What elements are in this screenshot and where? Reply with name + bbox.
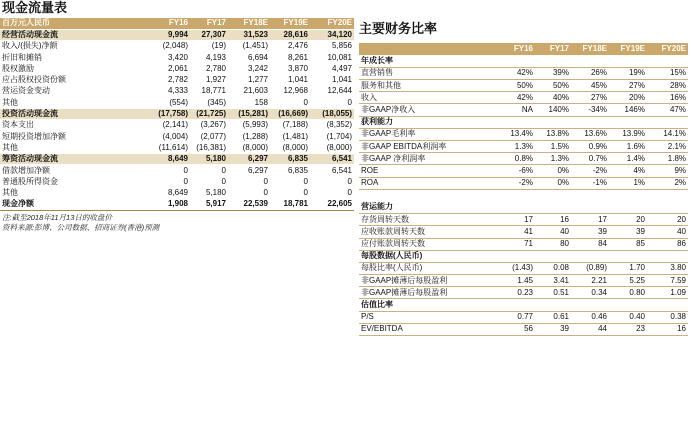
row-value: 0.7% bbox=[571, 153, 609, 165]
row-value: 2,061 bbox=[148, 63, 190, 74]
row-value bbox=[499, 250, 535, 262]
row-label: 现金净额 bbox=[0, 199, 148, 210]
row-value: 6,835 bbox=[270, 154, 310, 165]
row-value: (15,281) bbox=[228, 108, 270, 119]
row-value bbox=[647, 189, 688, 201]
table-row bbox=[359, 55, 688, 67]
row-value: 0.9% bbox=[571, 141, 609, 153]
ratios-title: 主要财务比率 bbox=[359, 22, 438, 37]
row-value: 1.3% bbox=[535, 153, 571, 165]
row-label: 其他 bbox=[0, 97, 148, 108]
row-value: 2.21 bbox=[571, 275, 609, 287]
row-value: 0.80 bbox=[609, 287, 647, 299]
row-value: (2,141) bbox=[148, 120, 190, 131]
table-row bbox=[359, 104, 688, 116]
row-label: 估值比率 bbox=[359, 299, 499, 311]
row-label: 借款增加净额 bbox=[0, 165, 148, 176]
row-value: (16,669) bbox=[270, 108, 310, 119]
row-value: 85 bbox=[609, 238, 647, 250]
row-value bbox=[499, 201, 535, 213]
row-label: ROA bbox=[359, 177, 499, 189]
row-label: 应付账款周转天数 bbox=[359, 238, 499, 250]
row-value: 1.09 bbox=[647, 287, 688, 299]
row-value: 5.25 bbox=[609, 275, 647, 287]
row-value: 50% bbox=[499, 80, 535, 92]
row-value: 80 bbox=[535, 238, 571, 250]
row-value bbox=[571, 250, 609, 262]
row-value: 8,261 bbox=[270, 52, 310, 63]
table-row bbox=[359, 287, 688, 299]
row-value bbox=[647, 55, 688, 67]
row-value: 41 bbox=[499, 226, 535, 238]
row-value: 4,333 bbox=[148, 86, 190, 97]
row-value bbox=[535, 55, 571, 67]
note-line: 资料来源:彭博、公司数据、招商证券(香港)预测 bbox=[2, 222, 160, 232]
row-value: 13.9% bbox=[609, 128, 647, 140]
row-value: (3,267) bbox=[190, 120, 228, 131]
row-value: 1,927 bbox=[190, 74, 228, 85]
row-value bbox=[535, 116, 571, 128]
table-row bbox=[0, 199, 354, 210]
table-row bbox=[0, 187, 354, 198]
table-row bbox=[359, 311, 688, 323]
row-value bbox=[535, 250, 571, 262]
row-value: 42% bbox=[499, 67, 535, 79]
table-row bbox=[0, 165, 354, 176]
row-value: 26% bbox=[571, 67, 609, 79]
row-value: (8,000) bbox=[228, 142, 270, 153]
row-label: 获利能力 bbox=[359, 116, 499, 128]
row-value bbox=[647, 250, 688, 262]
row-value: 3,420 bbox=[148, 52, 190, 63]
row-value: 1,277 bbox=[228, 74, 270, 85]
row-label: 每股数据(人民币) bbox=[359, 250, 499, 262]
table-row bbox=[359, 177, 688, 189]
row-value: 2,476 bbox=[270, 41, 310, 52]
row-value: 13.8% bbox=[535, 128, 571, 140]
row-value: 22,539 bbox=[228, 199, 270, 210]
row-value: 39% bbox=[535, 67, 571, 79]
row-value: 0.40 bbox=[609, 311, 647, 323]
cashflow-notes bbox=[2, 213, 159, 232]
row-label: ROE bbox=[359, 165, 499, 177]
row-value: 0.08 bbox=[535, 262, 571, 274]
row-value: 28,616 bbox=[270, 29, 310, 40]
row-value: 20 bbox=[609, 214, 647, 226]
row-value: (19) bbox=[190, 41, 228, 52]
row-label: 直营销售 bbox=[359, 67, 499, 79]
row-value: 56 bbox=[499, 323, 535, 335]
row-value: 1.5% bbox=[535, 141, 571, 153]
row-value: (1,481) bbox=[270, 131, 310, 142]
row-value: NA bbox=[499, 104, 535, 116]
row-value bbox=[535, 189, 571, 201]
row-value bbox=[571, 116, 609, 128]
row-value: 13.6% bbox=[571, 128, 609, 140]
header-year-cell: FY20E bbox=[647, 43, 688, 55]
ratios-table bbox=[359, 43, 688, 336]
row-value: 0 bbox=[270, 187, 310, 198]
row-value: 13.4% bbox=[499, 128, 535, 140]
table-row bbox=[0, 142, 354, 153]
table-row bbox=[359, 275, 688, 287]
header-year-cell: FY16 bbox=[148, 18, 190, 29]
row-value: 16 bbox=[647, 323, 688, 335]
table-row bbox=[359, 262, 688, 274]
table-row bbox=[359, 67, 688, 79]
table-row bbox=[359, 323, 688, 335]
row-value: (2,077) bbox=[190, 131, 228, 142]
row-value: 14.1% bbox=[647, 128, 688, 140]
row-label: 收入/(损失)净额 bbox=[0, 41, 148, 52]
row-value bbox=[571, 201, 609, 213]
header-year-cell: FY19E bbox=[609, 43, 647, 55]
row-value: 0 bbox=[190, 176, 228, 187]
table-row bbox=[359, 141, 688, 153]
header-year-cell: FY16 bbox=[499, 43, 535, 55]
table-row bbox=[359, 153, 688, 165]
table-row bbox=[359, 238, 688, 250]
row-value: (1.43) bbox=[499, 262, 535, 274]
row-value: 2.1% bbox=[647, 141, 688, 153]
row-value: 10,081 bbox=[310, 52, 354, 63]
row-value: 39 bbox=[571, 226, 609, 238]
table-row bbox=[359, 80, 688, 92]
row-value: 0.77 bbox=[499, 311, 535, 323]
row-value: 1.3% bbox=[499, 141, 535, 153]
table-row bbox=[0, 154, 354, 165]
row-label: 股权激励 bbox=[0, 63, 148, 74]
row-value: 0% bbox=[535, 165, 571, 177]
row-value: 21,603 bbox=[228, 86, 270, 97]
row-label: 筹资活动现金流 bbox=[0, 154, 148, 165]
row-value: 6,694 bbox=[228, 52, 270, 63]
row-label: 其他 bbox=[0, 142, 148, 153]
table-row bbox=[0, 131, 354, 142]
row-value bbox=[499, 116, 535, 128]
row-value bbox=[499, 299, 535, 311]
row-value: 1.70 bbox=[609, 262, 647, 274]
row-value: 17 bbox=[499, 214, 535, 226]
row-value bbox=[647, 299, 688, 311]
row-value: 0 bbox=[228, 187, 270, 198]
row-label: 营运资金变动 bbox=[0, 86, 148, 97]
row-value: 0.51 bbox=[535, 287, 571, 299]
row-value: 34,120 bbox=[310, 29, 354, 40]
row-value: 0.61 bbox=[535, 311, 571, 323]
row-value: 0 bbox=[310, 176, 354, 187]
row-value: 45% bbox=[571, 80, 609, 92]
row-value bbox=[535, 201, 571, 213]
row-label: 非GAAP EBITDA利润率 bbox=[359, 141, 499, 153]
table-row bbox=[0, 74, 354, 85]
row-value: 0.34 bbox=[571, 287, 609, 299]
row-value: 0% bbox=[535, 177, 571, 189]
row-label: 折旧和摊销 bbox=[0, 52, 148, 63]
row-value bbox=[609, 201, 647, 213]
row-value: -2% bbox=[571, 165, 609, 177]
row-value: 1.45 bbox=[499, 275, 535, 287]
row-value: 9% bbox=[647, 165, 688, 177]
row-value: 2,782 bbox=[148, 74, 190, 85]
row-label: 短期投资增加净额 bbox=[0, 131, 148, 142]
row-label: 每股比率(人民币) bbox=[359, 262, 499, 274]
row-value: 15% bbox=[647, 67, 688, 79]
row-value bbox=[571, 189, 609, 201]
row-value: (11,614) bbox=[148, 142, 190, 153]
cashflow-table bbox=[0, 18, 354, 211]
row-value: (1,288) bbox=[228, 131, 270, 142]
row-value: (1,704) bbox=[310, 131, 354, 142]
row-value: 1% bbox=[609, 177, 647, 189]
row-value: -34% bbox=[571, 104, 609, 116]
row-value bbox=[647, 116, 688, 128]
row-label: 普通股所得资金 bbox=[0, 176, 148, 187]
row-value: 8,649 bbox=[148, 187, 190, 198]
row-value: 12,968 bbox=[270, 86, 310, 97]
row-value bbox=[571, 55, 609, 67]
row-value: 1.6% bbox=[609, 141, 647, 153]
row-value: 17 bbox=[571, 214, 609, 226]
header-row bbox=[0, 18, 354, 29]
row-value: 3.80 bbox=[647, 262, 688, 274]
header-label-cell bbox=[359, 43, 499, 55]
row-value: 2% bbox=[647, 177, 688, 189]
row-value: 4,497 bbox=[310, 63, 354, 74]
row-value: 9,994 bbox=[148, 29, 190, 40]
row-value: 40 bbox=[647, 226, 688, 238]
row-value: 16% bbox=[647, 92, 688, 104]
row-value: 27% bbox=[571, 92, 609, 104]
row-label: 非GAAP净收入 bbox=[359, 104, 499, 116]
row-value: (8,000) bbox=[310, 142, 354, 153]
row-value: (16,381) bbox=[190, 142, 228, 153]
row-value bbox=[499, 55, 535, 67]
row-value: 0 bbox=[310, 97, 354, 108]
row-value: -1% bbox=[571, 177, 609, 189]
row-value: 5,180 bbox=[190, 187, 228, 198]
table-row bbox=[359, 116, 688, 128]
row-value: 0.8% bbox=[499, 153, 535, 165]
row-value bbox=[571, 299, 609, 311]
row-value: (2,048) bbox=[148, 41, 190, 52]
row-value: (4,004) bbox=[148, 131, 190, 142]
row-value: 0 bbox=[148, 176, 190, 187]
row-value: 1,041 bbox=[310, 74, 354, 85]
row-value: 0 bbox=[270, 176, 310, 187]
row-value: (8,352) bbox=[310, 120, 354, 131]
row-value: -6% bbox=[499, 165, 535, 177]
row-value: 39 bbox=[609, 226, 647, 238]
table-row bbox=[359, 128, 688, 140]
row-label: 非GAAP摊薄后每股盈利 bbox=[359, 287, 499, 299]
table-row bbox=[0, 63, 354, 74]
header-year-cell: FY17 bbox=[535, 43, 571, 55]
row-value: 2,780 bbox=[190, 63, 228, 74]
row-label: 年成长率 bbox=[359, 55, 499, 67]
row-value: 86 bbox=[647, 238, 688, 250]
header-year-cell: FY18E bbox=[228, 18, 270, 29]
row-value: (18,055) bbox=[310, 108, 354, 119]
table-row bbox=[0, 52, 354, 63]
table-row bbox=[359, 189, 688, 201]
row-value: 6,297 bbox=[228, 154, 270, 165]
row-label: 非GAAP 净利润率 bbox=[359, 153, 499, 165]
row-label: 非GAAP摊薄后每股盈利 bbox=[359, 275, 499, 287]
row-value: 39 bbox=[535, 323, 571, 335]
row-value: 0.46 bbox=[571, 311, 609, 323]
row-value: 19% bbox=[609, 67, 647, 79]
row-value: (554) bbox=[148, 97, 190, 108]
row-value: (345) bbox=[190, 97, 228, 108]
table-row bbox=[0, 120, 354, 131]
row-label: 存货周转天数 bbox=[359, 214, 499, 226]
row-value: 12,644 bbox=[310, 86, 354, 97]
row-value: 50% bbox=[535, 80, 571, 92]
row-value: 3,870 bbox=[270, 63, 310, 74]
row-value: (0.89) bbox=[571, 262, 609, 274]
cashflow-panel bbox=[0, 0, 354, 232]
row-label: 经营活动现金流 bbox=[0, 29, 148, 40]
row-value: (7,188) bbox=[270, 120, 310, 131]
row-value: 71 bbox=[499, 238, 535, 250]
row-value: 1.8% bbox=[647, 153, 688, 165]
table-row bbox=[0, 97, 354, 108]
header-row bbox=[359, 43, 688, 55]
table-row bbox=[0, 108, 354, 119]
row-value: 47% bbox=[647, 104, 688, 116]
table-row bbox=[359, 201, 688, 213]
table-row bbox=[0, 176, 354, 187]
table-row bbox=[0, 86, 354, 97]
table-row bbox=[359, 92, 688, 104]
row-label: 服务和其他 bbox=[359, 80, 499, 92]
row-value: 18,781 bbox=[270, 199, 310, 210]
row-value: (17,758) bbox=[148, 108, 190, 119]
row-value bbox=[609, 250, 647, 262]
row-value: 16 bbox=[535, 214, 571, 226]
row-label: 其他 bbox=[0, 187, 148, 198]
row-label: EV/EBITDA bbox=[359, 323, 499, 335]
row-value: 5,917 bbox=[190, 199, 228, 210]
row-value: (1,451) bbox=[228, 41, 270, 52]
row-label: 营运能力 bbox=[359, 201, 499, 213]
row-value: 20% bbox=[609, 92, 647, 104]
header-label-cell: 百万元人民币 bbox=[0, 18, 148, 29]
row-value: 31,523 bbox=[228, 29, 270, 40]
header-year-cell: FY19E bbox=[270, 18, 310, 29]
row-label bbox=[359, 189, 499, 201]
header-year-cell: FY20E bbox=[310, 18, 354, 29]
row-value: 0 bbox=[310, 187, 354, 198]
row-value: 3.41 bbox=[535, 275, 571, 287]
row-value: 0.38 bbox=[647, 311, 688, 323]
row-label: 投资活动现金流 bbox=[0, 108, 148, 119]
row-value: 6,541 bbox=[310, 154, 354, 165]
row-value: 3,242 bbox=[228, 63, 270, 74]
table-row bbox=[359, 226, 688, 238]
row-value: (21,725) bbox=[190, 108, 228, 119]
row-value: 6,835 bbox=[270, 165, 310, 176]
row-value: 20 bbox=[647, 214, 688, 226]
table-row bbox=[359, 214, 688, 226]
row-value: 1.4% bbox=[609, 153, 647, 165]
header-year-cell: FY17 bbox=[190, 18, 228, 29]
row-value: -2% bbox=[499, 177, 535, 189]
row-value: 27,307 bbox=[190, 29, 228, 40]
row-label: P/S bbox=[359, 311, 499, 323]
row-value bbox=[609, 189, 647, 201]
row-value: 1,908 bbox=[148, 199, 190, 210]
row-value: 0 bbox=[148, 165, 190, 176]
row-value: (5,993) bbox=[228, 120, 270, 131]
row-label: 资本支出 bbox=[0, 120, 148, 131]
header-year-cell: FY18E bbox=[571, 43, 609, 55]
row-value: 42% bbox=[499, 92, 535, 104]
row-value: 40% bbox=[535, 92, 571, 104]
row-value: 22,605 bbox=[310, 199, 354, 210]
row-value: 0 bbox=[190, 165, 228, 176]
row-value: 7.59 bbox=[647, 275, 688, 287]
row-value: 23 bbox=[609, 323, 647, 335]
row-value: 4,193 bbox=[190, 52, 228, 63]
row-label: 应占股权投资份额 bbox=[0, 74, 148, 85]
note-line: 注:截至2018年11月13日的收盘价 bbox=[2, 213, 112, 222]
row-value: 146% bbox=[609, 104, 647, 116]
table-row bbox=[0, 41, 354, 52]
row-value: 5,180 bbox=[190, 154, 228, 165]
row-value: 40 bbox=[535, 226, 571, 238]
row-value: 140% bbox=[535, 104, 571, 116]
row-value: 0 bbox=[270, 97, 310, 108]
table-row bbox=[0, 29, 354, 40]
row-value: (8,000) bbox=[270, 142, 310, 153]
row-value bbox=[609, 116, 647, 128]
row-value bbox=[609, 55, 647, 67]
row-value bbox=[609, 299, 647, 311]
row-value: 158 bbox=[228, 97, 270, 108]
row-value bbox=[499, 189, 535, 201]
cashflow-title: 现金流量表 bbox=[2, 1, 68, 16]
row-value: 27% bbox=[609, 80, 647, 92]
row-value: 8,649 bbox=[148, 154, 190, 165]
table-row bbox=[359, 299, 688, 311]
row-value: 6,541 bbox=[310, 165, 354, 176]
row-label: 应收账款周转天数 bbox=[359, 226, 499, 238]
table-row bbox=[359, 165, 688, 177]
row-value: 1,041 bbox=[270, 74, 310, 85]
row-value: 28% bbox=[647, 80, 688, 92]
row-value: 0 bbox=[228, 176, 270, 187]
row-value: 44 bbox=[571, 323, 609, 335]
table-row bbox=[359, 250, 688, 262]
row-value: 6,297 bbox=[228, 165, 270, 176]
row-value: 5,856 bbox=[310, 41, 354, 52]
row-value: 0.23 bbox=[499, 287, 535, 299]
row-value bbox=[535, 299, 571, 311]
row-value: 84 bbox=[571, 238, 609, 250]
row-value: 4% bbox=[609, 165, 647, 177]
row-value: 18,771 bbox=[190, 86, 228, 97]
row-value bbox=[647, 201, 688, 213]
row-label: 收入 bbox=[359, 92, 499, 104]
row-label: 非GAAP毛利率 bbox=[359, 128, 499, 140]
